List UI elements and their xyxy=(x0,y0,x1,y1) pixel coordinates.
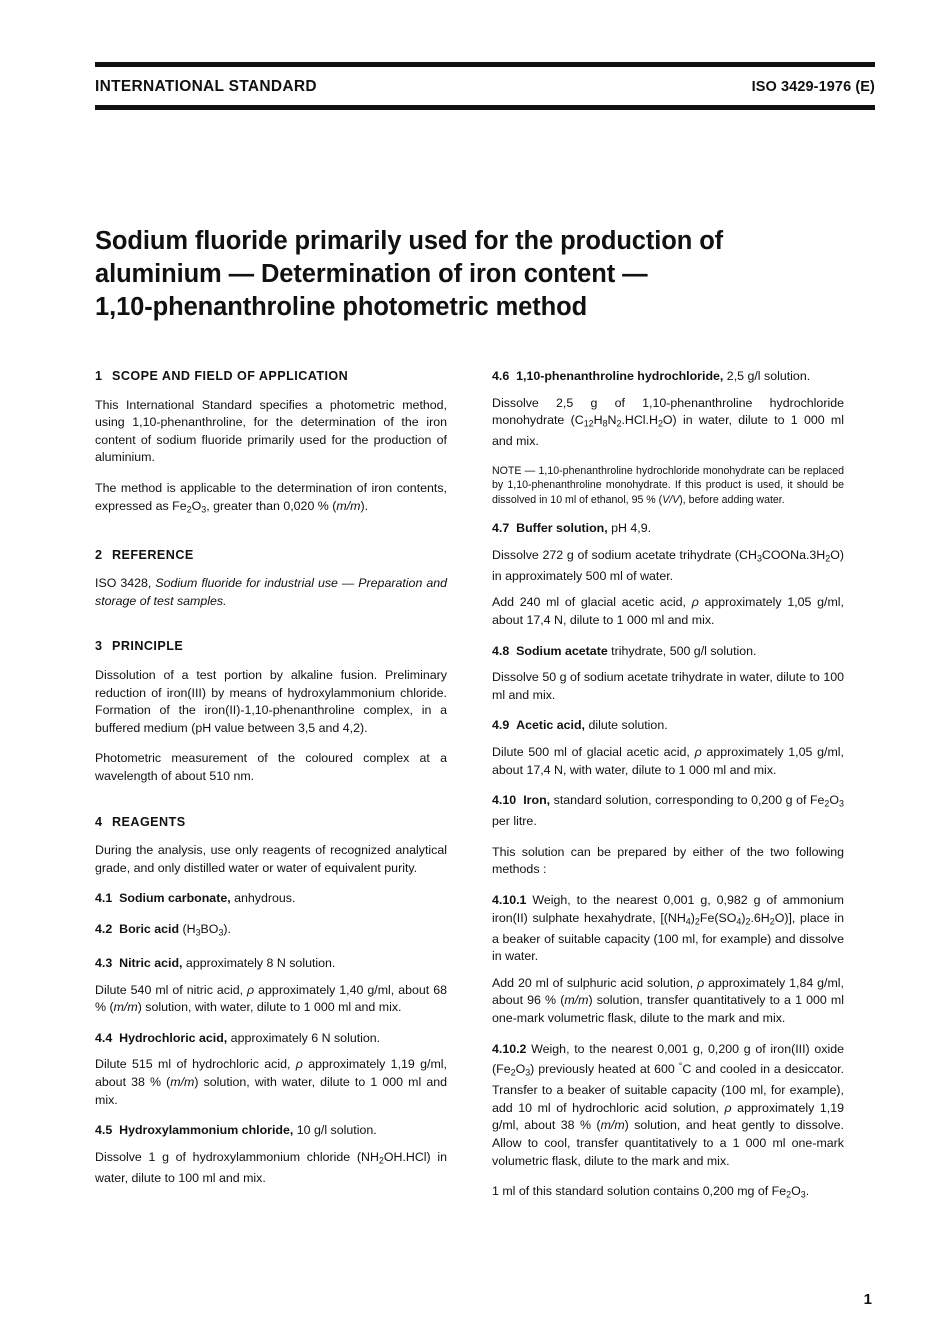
reagent-4-2-name: Boric acid xyxy=(119,921,180,936)
r4101-b1-a: Weigh, to the nearest 0,001 g, 0,982 g of ammonium iron(II) sulphate hexahydrate, [(NH xyxy=(492,892,844,925)
r43-rho-symbol: ρ xyxy=(247,982,255,997)
final-sub1: 2 xyxy=(786,1189,792,1200)
r410-c: per litre. xyxy=(492,814,537,829)
section-1-number: 1 xyxy=(95,369,103,383)
reagent-4-6-body xyxy=(492,395,844,451)
reagent-4-8 xyxy=(492,643,844,661)
section-4-heading xyxy=(95,814,447,832)
reagent-4-10-1-body-2 xyxy=(492,975,844,1028)
r45-b-b: OH.HCl) in water, dilute to 100 ml and mix. xyxy=(95,1149,447,1185)
s1p2-b: O xyxy=(191,498,202,513)
r47-b2-a: Add 240 ml of glacial acetic acid, xyxy=(492,595,692,610)
reagent-4-4 xyxy=(95,1030,447,1048)
r4101-b2-b: approximately 1,84 g/ml, about 96 % ( xyxy=(492,975,844,1008)
r47-b2-b: approximately 1,05 g/ml, about 17,4 N, dilute to 1 000 ml and mix. xyxy=(492,595,844,627)
r4101-b1-e: .6H xyxy=(750,910,770,925)
reagent-4-5-name: Hydroxylammonium chloride, xyxy=(119,1123,294,1138)
r410-b: O xyxy=(829,793,840,808)
standard-type-label: INTERNATIONAL STANDARD xyxy=(95,78,317,95)
r43-b-italic: m/m xyxy=(113,1000,138,1015)
reagent-4-6 xyxy=(492,368,844,386)
section-1-paragraph-2 xyxy=(95,480,447,519)
r4101-sub3: 4 xyxy=(736,916,742,927)
section-3-title: PRINCIPLE xyxy=(112,639,184,654)
section-4-paragraph-1: During the analysis, use only reagents of recognized analytical grade, and only distilled water or water of equivalent purity. xyxy=(95,843,447,875)
r49-b-b: approximately 1,05 g/ml, about 17,4 N, with water, dilute to 1 000 ml and mix. xyxy=(492,744,844,777)
title-line-2: aluminium — Determination of iron content — xyxy=(95,260,648,289)
header-row xyxy=(95,67,875,105)
section-3-paragraph-1: Dissolution of a test portion by alkaline fusion. Preliminary reduction of iron(III) by means of hydroxylammonium chloride. Formation of the iron(II)-1,10-phenanthroline complex, in a buffered medium (pH value between 3,5 and 4,2). xyxy=(95,668,447,735)
reagent-4-7 xyxy=(492,520,844,538)
r46-b-e: O) in water, dilute to 1 000 ml and mix. xyxy=(492,413,844,449)
r46-b-a: Dissolve 2,5 g of 1,10-phenanthroline hydrochloride monohydrate (C xyxy=(492,395,844,428)
reagent-4-3-desc: approximately 8 N solution. xyxy=(182,956,336,971)
reagent-4-10-name: Iron, xyxy=(523,793,551,808)
r4101-b2-italic: m/m xyxy=(564,993,589,1008)
page-header xyxy=(95,62,875,110)
reagent-4-10-2-number: 4.10.2 xyxy=(492,1041,527,1056)
reagent-4-7-desc: pH 4,9. xyxy=(607,521,652,536)
r4102-sub1: 2 xyxy=(510,1067,516,1078)
r410-sub1: 2 xyxy=(824,798,830,809)
section-3-heading xyxy=(95,638,447,656)
r47-b1-sub1: 3 xyxy=(756,553,762,564)
r47-b1-a: Dissolve 272 g of sodium acetate trihydrate (CH xyxy=(492,547,757,562)
r46-b-c: N xyxy=(607,413,617,428)
reagent-4-5-number: 4.5 xyxy=(95,1123,113,1138)
r44-b-italic: m/m xyxy=(170,1075,195,1089)
iso-ref-title: Sodium fluoride for industrial use — Preparation and storage of test samples. xyxy=(95,576,447,608)
r4101-b1-c: Fe(SO xyxy=(699,910,737,925)
reagent-4-10-1 xyxy=(492,892,844,966)
reagent-4-7-number: 4.7 xyxy=(492,521,510,536)
reagent-4-2-number: 4.2 xyxy=(95,921,113,936)
reagent-4-10-2 xyxy=(492,1041,844,1171)
r47-b1-b: COONa.3H xyxy=(761,547,826,562)
r4102-d: C and cooled in a desiccator. Transfer to a beaker of suitable capacity (100 ml, for example), add 10 ml of hydrochloric acid solution, xyxy=(492,1062,844,1115)
r46-sub1: 12 xyxy=(583,418,594,429)
r43-b-b: approximately 1,40 g/ml, about 68 % ( xyxy=(95,982,447,1015)
r42-f-b: BO xyxy=(200,921,219,936)
r4102-rho-symbol: ρ xyxy=(724,1100,732,1115)
s1p2-c: , greater than 0,020 % ( xyxy=(206,498,337,513)
reagent-4-10-1-number: 4.10.1 xyxy=(492,892,527,907)
section-3-number: 3 xyxy=(95,639,103,654)
reagent-4-5-desc: 10 g/l solution. xyxy=(293,1123,377,1138)
r4101-b1-b: ) xyxy=(690,910,695,925)
reagent-4-7-name: Buffer solution, xyxy=(516,521,608,536)
r410-sub2: 3 xyxy=(839,798,844,809)
r44-b-a: Dilute 515 ml of hydrochloric acid, xyxy=(95,1057,296,1072)
section-1-title: SCOPE AND FIELD OF APPLICATION xyxy=(112,369,349,383)
s1p2-d: ). xyxy=(360,498,369,513)
reagent-4-10 xyxy=(492,792,844,831)
reagent-4-3 xyxy=(95,955,447,973)
r46-b-d: .HCl.H xyxy=(621,413,658,428)
title-line-1: Sodium fluoride primarily used for the production of xyxy=(95,227,724,256)
r44-rho-symbol: ρ xyxy=(295,1057,303,1072)
section-1-heading xyxy=(95,368,447,386)
r4101-sub2: 2 xyxy=(694,916,700,927)
r46-b-b: H xyxy=(593,413,603,428)
r46-sub4: 2 xyxy=(657,418,663,429)
reagent-4-3-body xyxy=(95,982,447,1017)
r45-b-sub: 2 xyxy=(378,1155,384,1166)
reagent-4-6-desc: 2,5 g/l solution. xyxy=(723,369,811,383)
reagent-4-8-name: Sodium acetate xyxy=(516,643,608,658)
reagent-4-9-body xyxy=(492,744,844,779)
left-column xyxy=(95,368,447,1187)
final-b: O xyxy=(791,1184,801,1199)
reagent-4-7-body-1 xyxy=(492,547,844,586)
right-column xyxy=(492,368,844,1204)
reagent-4-5-body xyxy=(95,1149,447,1188)
reagent-4-9-number: 4.9 xyxy=(492,718,510,733)
r4101-rho-symbol: ρ xyxy=(697,975,705,990)
r46-sub3: 2 xyxy=(616,418,622,429)
r45-b-a: Dissolve 1 g of hydroxylammonium chloride (NH xyxy=(95,1149,379,1164)
reagent-4-3-number: 4.3 xyxy=(95,956,113,971)
final-a: 1 ml of this standard solution contains 0,200 mg of Fe xyxy=(492,1184,787,1199)
r44-b-c: ) solution, with water, dilute to 1 000 ml and mix. xyxy=(95,1075,447,1107)
reagent-4-6-name: 1,10-phenanthroline hydrochloride, xyxy=(516,369,724,383)
r4101-b2-c: ) solution, transfer quantitatively to a 1 000 ml one-mark volumetric flask, dilute to the mark and mix. xyxy=(492,993,844,1025)
r42-f-a: (H xyxy=(179,921,196,936)
reagent-4-2 xyxy=(95,921,447,942)
spacer-before-section-4 xyxy=(95,799,447,814)
section-2-title: REFERENCE xyxy=(112,547,194,562)
reagent-4-9-name: Acetic acid, xyxy=(516,718,585,733)
r49-b-a: Dilute 500 ml of glacial acetic acid, xyxy=(492,744,695,759)
r42-f-sub2: 3 xyxy=(218,927,224,938)
r4101-sub1: 4 xyxy=(685,916,691,927)
r47-b1-c: O) in approximately 500 ml of water. xyxy=(492,547,844,583)
reagent-4-8-body: Dissolve 50 g of sodium acetate trihydrate in water, dilute to 100 ml and mix. xyxy=(492,670,844,702)
reagent-4-10-number: 4.10 xyxy=(492,793,517,808)
reagent-4-1-name: Sodium carbonate, xyxy=(119,891,231,906)
r49-rho-symbol: ρ xyxy=(694,744,702,759)
reagent-4-8-desc: trihydrate, 500 g/l solution. xyxy=(607,643,757,658)
iso-ref-number: ISO 3428, xyxy=(95,576,156,591)
s1p2-italic: m/m xyxy=(336,498,361,513)
reagent-4-6-number: 4.6 xyxy=(492,369,510,383)
reagent-4-4-name: Hydrochloric acid, xyxy=(119,1030,228,1045)
r4101-sub4: 2 xyxy=(745,916,751,927)
r4102-italic: m/m xyxy=(600,1118,625,1133)
header-rule-bottom xyxy=(95,105,875,110)
s1p2-sub2: 3 xyxy=(201,504,207,515)
reagent-4-4-number: 4.4 xyxy=(95,1030,113,1045)
r4101-b1-d: ) xyxy=(741,910,746,925)
r46-note-b: ), before adding water. xyxy=(679,493,785,506)
reagent-4-4-desc: approximately 6 N solution. xyxy=(227,1030,381,1045)
standard-number-label: ISO 3429-1976 (E) xyxy=(751,79,875,95)
page-title xyxy=(95,225,795,324)
r47-rho-symbol: ρ xyxy=(691,595,699,610)
r42-f-sub1: 3 xyxy=(195,927,201,938)
r4102-b: O xyxy=(515,1062,526,1077)
section-2-number: 2 xyxy=(95,547,103,562)
r43-b-c: ) solution, with water, dilute to 1 000 ml and mix. xyxy=(137,1000,402,1015)
standard-solution-concentration xyxy=(492,1183,844,1204)
r42-f-c: ). xyxy=(223,921,231,936)
r46-sub2: 8 xyxy=(602,418,608,429)
reagent-4-9-desc: dilute solution. xyxy=(585,718,668,733)
reagent-4-1 xyxy=(95,890,447,908)
reagent-4-7-body-2 xyxy=(492,594,844,629)
section-1-paragraph-1: This International Standard specifies a photometric method, using 1,10-phenanthroline, for the determination of the iron content of sodium fluoride primarily used for the production of aluminium. xyxy=(95,397,447,465)
spacer-before-section-3 xyxy=(95,623,447,638)
reagent-4-5 xyxy=(95,1122,447,1140)
r46-note-a: NOTE — 1,10-phenanthroline hydrochloride monohydrate can be replaced by 1,10-phenanthroline monohydrate. If this product is used, it should be dissolved in 10 ml of ethanol, 95 % ( xyxy=(492,464,844,506)
r4101-b1-f: O)], place in a beaker of suitable capacity (100 ml, for example) and dissolve in water. xyxy=(492,910,844,964)
reagent-4-10-body: This solution can be prepared by either of the two following methods : xyxy=(492,844,844,877)
r4101-sub5: 2 xyxy=(769,916,775,927)
section-2-reference xyxy=(95,575,447,610)
r4102-sub2: 3 xyxy=(525,1067,531,1078)
title-line-3: 1,10-phenanthroline photometric method xyxy=(95,293,588,322)
r410-a: standard solution, corresponding to 0,200 g of Fe xyxy=(550,793,825,808)
r47-b1-sub2: 2 xyxy=(825,553,831,564)
section-4-number: 4 xyxy=(95,814,103,829)
reagent-4-8-number: 4.8 xyxy=(492,643,510,658)
r43-b-a: Dilute 540 ml of nitric acid, xyxy=(95,982,248,997)
section-3-paragraph-2: Photometric measurement of the coloured complex at a wavelength of about 510 nm. xyxy=(95,751,447,783)
reagent-4-4-body xyxy=(95,1056,447,1109)
r4102-e: approximately 1,19 g/ml, about 38 % ( xyxy=(492,1100,844,1133)
reagent-4-6-note xyxy=(492,464,844,507)
reagent-4-9 xyxy=(492,717,844,735)
r44-b-b: approximately 1,19 g/ml, about 38 % ( xyxy=(95,1057,447,1089)
final-c: . xyxy=(805,1184,810,1199)
r4102-c: ) previously heated at 600 xyxy=(530,1062,679,1077)
reagent-4-1-number: 4.1 xyxy=(95,891,113,906)
degree-symbol: ° xyxy=(678,1061,683,1072)
s1p2-sub1: 2 xyxy=(186,504,192,515)
section-2-heading xyxy=(95,547,447,565)
r4102-a: Weigh, to the nearest 0,001 g, 0,200 g of iron(III) oxide (Fe xyxy=(492,1041,844,1077)
spacer-before-section-2 xyxy=(95,532,447,547)
reagent-4-1-desc: anhydrous. xyxy=(230,891,296,906)
r46-note-italic: V/V xyxy=(662,493,680,506)
section-4-title: REAGENTS xyxy=(112,814,186,829)
r4101-b2-a: Add 20 ml of sulphuric acid solution, xyxy=(492,975,698,990)
reagent-4-3-name: Nitric acid, xyxy=(119,956,183,971)
page-number: 1 xyxy=(863,1291,872,1308)
s1p2-a: The method is applicable to the determination of iron contents, expressed as Fe xyxy=(95,480,447,513)
final-sub2: 3 xyxy=(800,1189,806,1200)
r4102-f: ) solution, and heat gently to dissolve. Allow to cool, transfer quantitatively to a 1 000 ml one-mark volumetric flask, dilute to the mark and mix. xyxy=(492,1118,844,1168)
